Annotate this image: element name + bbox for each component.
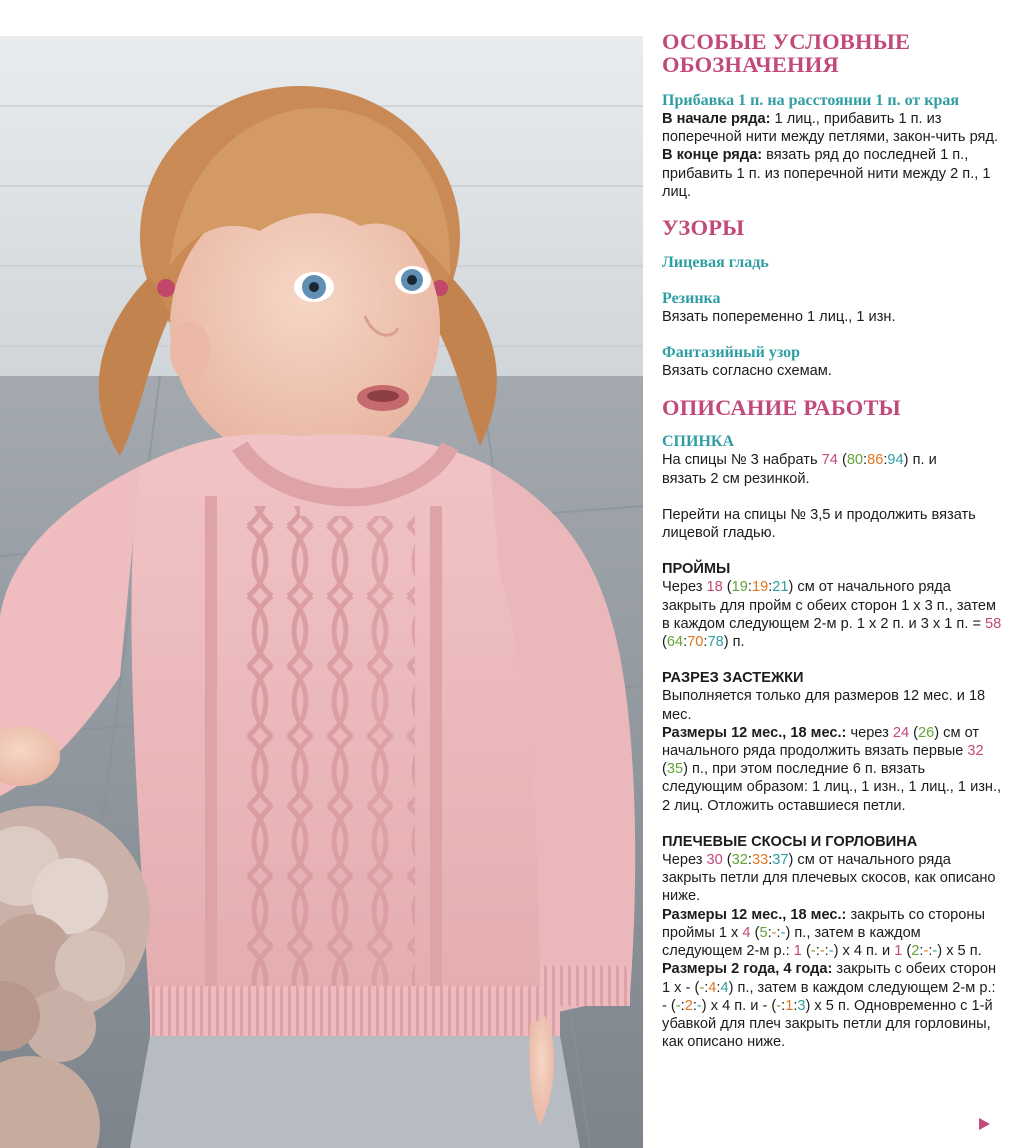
shoulders-sizes-2-4: Размеры 2 года, 4 года: закрыть с обеих сторон 1 х - (-:4:4) п., затем в каждом следующем 2-м р.: - (-:2:-) х 4 п. и - (-:1:3) х 5 п. Одновременно с 1-й убавкой для плеч закрыть петли для горловины, как описано ниже. (662, 961, 997, 1051)
fancy-section (662, 343, 1002, 380)
stockinette-heading: Лицевая гладь (662, 254, 769, 272)
next-page-arrow-icon (979, 1118, 990, 1130)
placket-intro: Выполняется только для размеров 12 мес. и 18 мес. (662, 688, 986, 723)
placket-section (662, 669, 1002, 815)
switch-needles-text: Перейти на спицы № 3,5 и продолжить вязать лицевой гладью. (662, 506, 976, 542)
increase-heading: Прибавка 1 п. на расстоянии 1 п. от края (662, 92, 960, 109)
placket-text: Размеры 12 мес., 18 мес.: через 24 (26) см от начального ряда продолжить вязать первые 32 (35) п., при этом последние 6 п. вязать следующим образом: 1 лиц., 1 изн., 1 лиц., 1 изн., 2 лиц. Отложить оставшиеся петли. (662, 724, 1002, 814)
back-section (662, 432, 1002, 542)
fancy-text: Вязать согласно схемам. (662, 363, 832, 380)
patterns-title: УЗОРЫ (662, 215, 745, 241)
back-heading: СПИНКА (662, 433, 735, 451)
shoulders-heading: ПЛЕЧЕВЫЕ СКОСЫ И ГОРЛОВИНА (662, 833, 918, 850)
armholes-section (662, 560, 1002, 651)
shoulders-sizes-12-18: Размеры 12 мес., 18 мес.: закрыть со стороны проймы 1 х 4 (5:-:-) п., затем в каждом следующем 2-м р.: 1 (-:-:-) х 4 п. и 1 (2:-:-) х 5 п. (662, 906, 985, 960)
back-cast-on: На спицы № 3 набрать 74 (80:86:94) п. и вязать 2 см резинкой. (662, 452, 937, 487)
special-notations-title: ОСОБЫЕ УСЛОВНЫЕ ОБОЗНАЧЕНИЯ (662, 29, 911, 77)
armholes-text: Через 18 (19:19:21) см от начального ряда закрыть для пройм с обеих сторон 1 х 3 п., затем в каждом следующем 2-м р. 1 х 2 п. и 3 х 1 п. = 58 (64:70:78) п. (662, 579, 1002, 651)
row-end-paragraph: В конце ряда: вязать ряд до последней 1 п., прибавить 1 п. из поперечной нити между 2 п., 1 лиц. (662, 147, 991, 200)
shoulders-intro: Через 30 (32:33:37) см от начального ряда закрыть петли для плечевых скосов, как описано ниже. (662, 852, 996, 905)
work-description-title: ОПИСАНИЕ РАБОТЫ (662, 395, 901, 421)
pattern-text-column (662, 30, 1002, 1051)
rib-text: Вязать попеременно 1 лиц., 1 изн. (662, 309, 896, 326)
fancy-heading: Фантазийный узор (662, 344, 801, 362)
row-start-paragraph: В начале ряда: 1 лиц., прибавить 1 п. из поперечной нити между петлями, закон-чить ряд. (662, 111, 999, 146)
shoulders-section (662, 833, 1002, 1051)
rib-heading: Резинка (662, 290, 721, 308)
armholes-heading: ПРОЙМЫ (662, 561, 731, 578)
child-sweater-photo (0, 36, 643, 1148)
rib-section (662, 289, 1002, 326)
increase-section (662, 91, 1002, 201)
placket-heading: РАЗРЕЗ ЗАСТЕЖКИ (662, 670, 804, 687)
